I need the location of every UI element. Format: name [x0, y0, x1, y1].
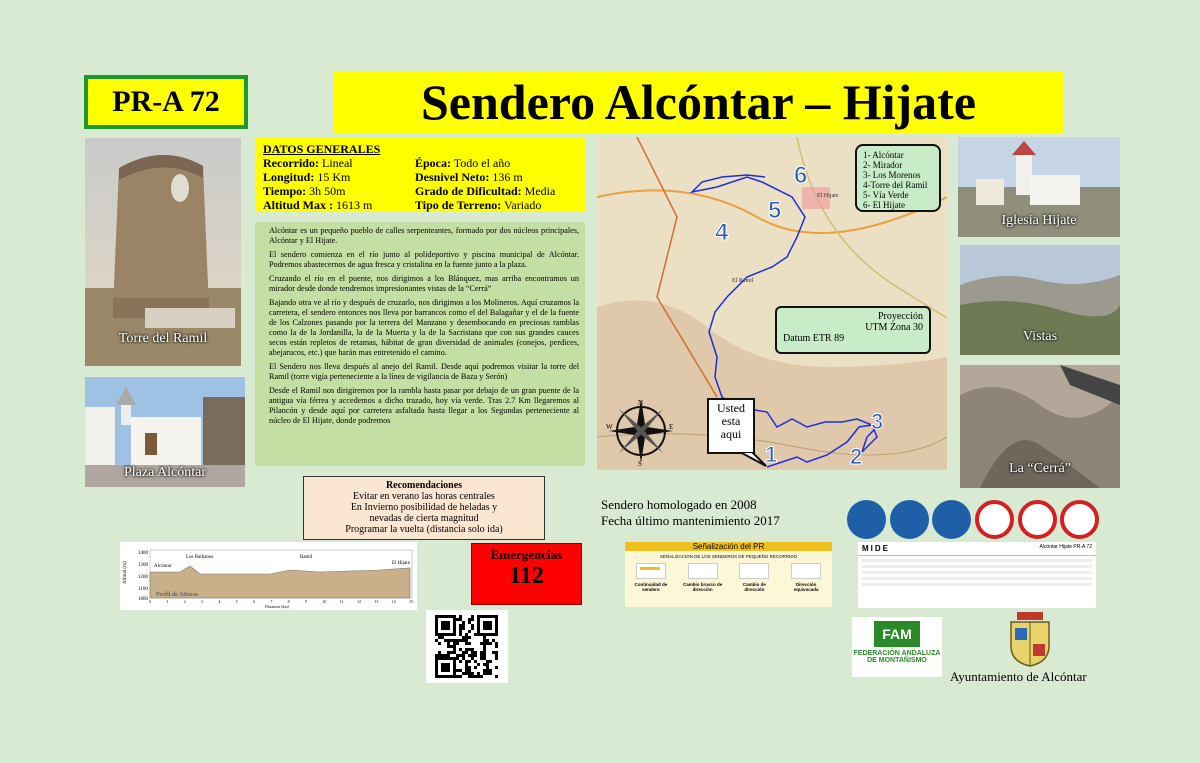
- sign-walk-icon: [847, 500, 886, 539]
- you-are-here-line: aqui: [720, 427, 742, 441]
- you-are-here-pointer: [738, 452, 768, 468]
- profile-ytick: 1300: [138, 563, 148, 568]
- profile-xtick: 3: [201, 599, 203, 604]
- recom-line: Evitar en verano las horas centrales: [353, 491, 495, 502]
- mark-wrong-icon: [791, 563, 821, 579]
- profile-title: Perfil de Alturas: [156, 592, 199, 598]
- you-are-here-line: Usted: [717, 401, 745, 415]
- profile-xtick: 7: [270, 599, 273, 604]
- profile-xtick: 12: [357, 599, 361, 604]
- description-paragraph: El sendero comienza en el río junto al polideportivo y piscina municipal de Alcóntar. Podremos abastecernos de agua fresca y cristalina en la fuente junto a la plaza.: [269, 250, 579, 269]
- map-marker-5: 5: [768, 197, 782, 224]
- photo-cerra-caption: La “Cerrá”: [1009, 461, 1071, 476]
- route-code: [84, 75, 248, 129]
- terreno-label: Tipo de Terreno:: [415, 198, 502, 212]
- emergencias: [471, 543, 582, 605]
- recom-line: Programar la vuelta (distancia solo ida): [345, 524, 503, 535]
- datos-generales: [255, 138, 585, 212]
- mark-continuity-icon: [636, 563, 666, 579]
- map-marker-2: 2: [850, 444, 863, 469]
- terreno-value: Variado: [504, 198, 542, 212]
- description-paragraph: Alcóntar es un pequeño pueblo de calles serpenteantes, formado por dos núcleos principales, Alcóntar y El Hijate.: [269, 226, 579, 245]
- qr-code: [426, 610, 508, 683]
- profile-xlabel: Distancia (km): [265, 604, 289, 609]
- recom-line: En Invierno posibilidad de heladas y: [350, 502, 498, 513]
- photo-cerra: [960, 365, 1120, 488]
- projection-zone: UTM Zona 30: [865, 322, 923, 333]
- mide-label: MIDE: [862, 544, 890, 553]
- profile-point: Alcóntar: [154, 564, 172, 569]
- datos-heading: DATOS GENERALES: [263, 142, 381, 156]
- homologado-text: Sendero homologado en 2008: [601, 497, 757, 512]
- senal-item: Cambio de dirección: [742, 582, 766, 592]
- profile-xtick: 4: [218, 599, 221, 604]
- compass-w: W: [606, 423, 613, 431]
- fam-line2: DE MONTAÑISMO: [867, 657, 927, 664]
- legend-item: 1- Alcóntar: [863, 150, 904, 160]
- compass-rose: [605, 395, 677, 467]
- description-paragraph: Bajando otra ve al río y después de cruzarlo, nos dirigimos a los Molineros. Aquí cruzamos la carretera, el sendero entonces nos lleva por barrancos como el del Balagañar y el de la fuente de los Calzones pasando por la terrera del Manzano y desembocando en preciosas ramblas como la de la Jordanilla, la de la Muerta y la de la Sacristana que con sus grandes cauces secos están repletos de retamas, hábitat de gran diversidad de animales (conejos, perdices, abejarucos, etc.) que harán mas entretenido el camino.: [269, 298, 579, 357]
- description-paragraph: Desde el Ramil nos dirigiremos por la rambla hasta pasar por debajo de un gran puente de la antigua vía férrea y accedemos a dicho trazado, hoy vía verde. Tras 2.7 Km llegaremos al Pilancón y desde aquí por carretera asfaltada hasta llegar a los Segundas perteneciente al núcleo de El Hijate, donde podremos: [269, 386, 579, 425]
- profile-ytick: 1400: [138, 551, 148, 556]
- fam-emblem: FAM: [874, 621, 920, 647]
- profile-xtick: 1: [166, 599, 169, 604]
- map-marker-3: 3: [871, 409, 884, 434]
- senalizacion-panel: [625, 542, 832, 607]
- profile-point: Los Balhanos: [186, 555, 214, 560]
- senal-item: Continuidad de sendero: [634, 582, 668, 592]
- sign-no-fire-icon: [975, 500, 1014, 539]
- senal-item: Dirección equivocada: [793, 582, 819, 592]
- longitud-label: Longitud:: [263, 170, 315, 184]
- senal-item: Cambio brusco de dirección: [682, 582, 723, 592]
- map-projection: [775, 306, 931, 354]
- mide-panel: [858, 542, 1096, 608]
- recom-line: nevadas de cierta magnitud: [369, 513, 479, 524]
- coat-of-arms-icon: [1005, 610, 1055, 668]
- sign-hazard-icon: [890, 500, 929, 539]
- compass-s: S: [638, 460, 642, 467]
- legend-item: 3- Los Morenos: [863, 170, 921, 180]
- sign-no-camping-icon: [1060, 500, 1099, 539]
- profile-ytick: 1100: [138, 587, 148, 592]
- map-marker-6: 6: [794, 162, 808, 189]
- profile-xtick: 9: [305, 599, 307, 604]
- profile-ytick: 1200: [138, 575, 148, 580]
- map-marker-4: 4: [715, 219, 729, 246]
- you-are-here-line: esta: [721, 414, 741, 428]
- senal-title: Señalización del PR: [625, 542, 832, 551]
- profile-xtick: 0: [149, 599, 151, 604]
- compass-n: N: [638, 399, 644, 407]
- profile-xtick: 5: [235, 599, 238, 604]
- epoca-label: Época:: [415, 156, 451, 170]
- altitud-value: 1613 m: [336, 198, 373, 212]
- emergencias-number: 112: [509, 563, 544, 589]
- profile-xtick: 15: [409, 599, 413, 604]
- description-paragraph: Cruzando el río en el puente, nos dirigimos a los Blánquez, mas arriba encontramos un mirador desde donde tendremos impresionantes vistas de la “Cerrá”: [269, 274, 579, 293]
- sign-no-hunting-icon: [1018, 500, 1057, 539]
- profile-ytick: 1000: [138, 597, 148, 602]
- mark-turn-icon: [688, 563, 718, 579]
- altitud-label: Altitud Max :: [263, 198, 333, 212]
- recorrido-label: Recorrido:: [263, 156, 319, 170]
- profile-xtick: 6: [253, 599, 255, 604]
- dificultad-value: Media: [524, 184, 556, 198]
- compass-e: E: [669, 423, 674, 431]
- legend-item: 2- Mirador: [863, 160, 903, 170]
- mide-route: Alcóntar Hijate PR-A 72: [1039, 544, 1092, 550]
- legend-item: 6- El Hijate: [863, 200, 905, 210]
- photo-iglesia-caption: Iglesia Hijate: [1001, 213, 1077, 228]
- page-title: [333, 71, 1064, 133]
- photo-vistas: [960, 245, 1120, 355]
- you-are-here: [707, 398, 755, 454]
- emergencias-label: Emergencias: [490, 547, 563, 562]
- map-marker-1: 1: [765, 442, 778, 467]
- ayuntamiento-label: Ayuntamiento de Alcóntar: [950, 669, 1087, 684]
- desnivel-label: Desnivel Neto:: [415, 170, 490, 184]
- recorrido-value: Lineal: [321, 156, 353, 170]
- profile-chart: [120, 542, 417, 610]
- mantenimiento-text: Fecha último mantenimiento 2017: [601, 513, 780, 528]
- recomendaciones: [303, 476, 545, 540]
- photo-torre-caption: Torre del Ramil: [118, 331, 208, 346]
- profile-xtick: 13: [374, 599, 379, 604]
- photo-torre: [85, 138, 241, 366]
- projection-datum: Datum ETR 89: [783, 333, 845, 344]
- legend-item: 4-Torre del Ramil: [863, 180, 928, 190]
- map-place-label: El Hijate: [817, 193, 839, 199]
- elevation-profile: [120, 542, 417, 610]
- photo-plaza: [85, 377, 245, 487]
- senal-marks: [625, 563, 832, 579]
- page-title-text: Sendero Alcóntar – Hijate: [420, 74, 977, 130]
- map-legend: [855, 144, 941, 212]
- tiempo-value: 3h 50m: [309, 184, 346, 198]
- epoca-value: Todo el año: [453, 156, 511, 170]
- profile-xtick: 10: [322, 599, 327, 604]
- mark-change-icon: [739, 563, 769, 579]
- tiempo-label: Tiempo:: [263, 184, 307, 198]
- route-code-text: PR-A 72: [112, 85, 220, 118]
- profile-point: Ramil: [300, 555, 313, 560]
- senal-subtitle: SEÑALIZACIÓN DE LOS SENDEROS DE PEQUEÑO RECORRIDO: [659, 554, 798, 559]
- profile-xtick: 2: [183, 599, 186, 604]
- photo-iglesia: [958, 137, 1120, 237]
- photo-plaza-caption: Plaza Alcóntar: [123, 465, 207, 480]
- profile-xtick: 11: [339, 599, 344, 604]
- recom-heading: Recomendaciones: [385, 480, 463, 491]
- fam-line1: FEDERACIÓN ANDALUZA: [853, 650, 941, 657]
- sign-ski-icon: [932, 500, 971, 539]
- profile-xtick: 8: [287, 599, 290, 604]
- legend-item: 5- Vía Verde: [863, 190, 909, 200]
- map-place-label: El Ramil: [732, 278, 754, 284]
- profile-xtick: 14: [391, 599, 396, 604]
- fam-logo: [852, 617, 942, 677]
- profile-point: El Hijate: [392, 561, 410, 566]
- route-description: [255, 222, 585, 466]
- homologacion: [601, 497, 831, 529]
- dificultad-label: Grado de Dificultad:: [415, 184, 522, 198]
- profile-ylabel: Altitud (m): [123, 561, 128, 584]
- description-paragraph: El Sendero nos lleva después al anejo del Ramil. Desde aquí podremos visitar la torre del Ramil (torre vigía perteneciente a la línea de vigilancia de Baza y Serón): [269, 362, 579, 381]
- desnivel-value: 136 m: [492, 170, 523, 184]
- longitud-value: 15 Km: [317, 170, 351, 184]
- photo-vistas-caption: Vistas: [1022, 329, 1058, 344]
- projection-label: Proyección: [878, 311, 923, 322]
- qr-image: [426, 610, 508, 683]
